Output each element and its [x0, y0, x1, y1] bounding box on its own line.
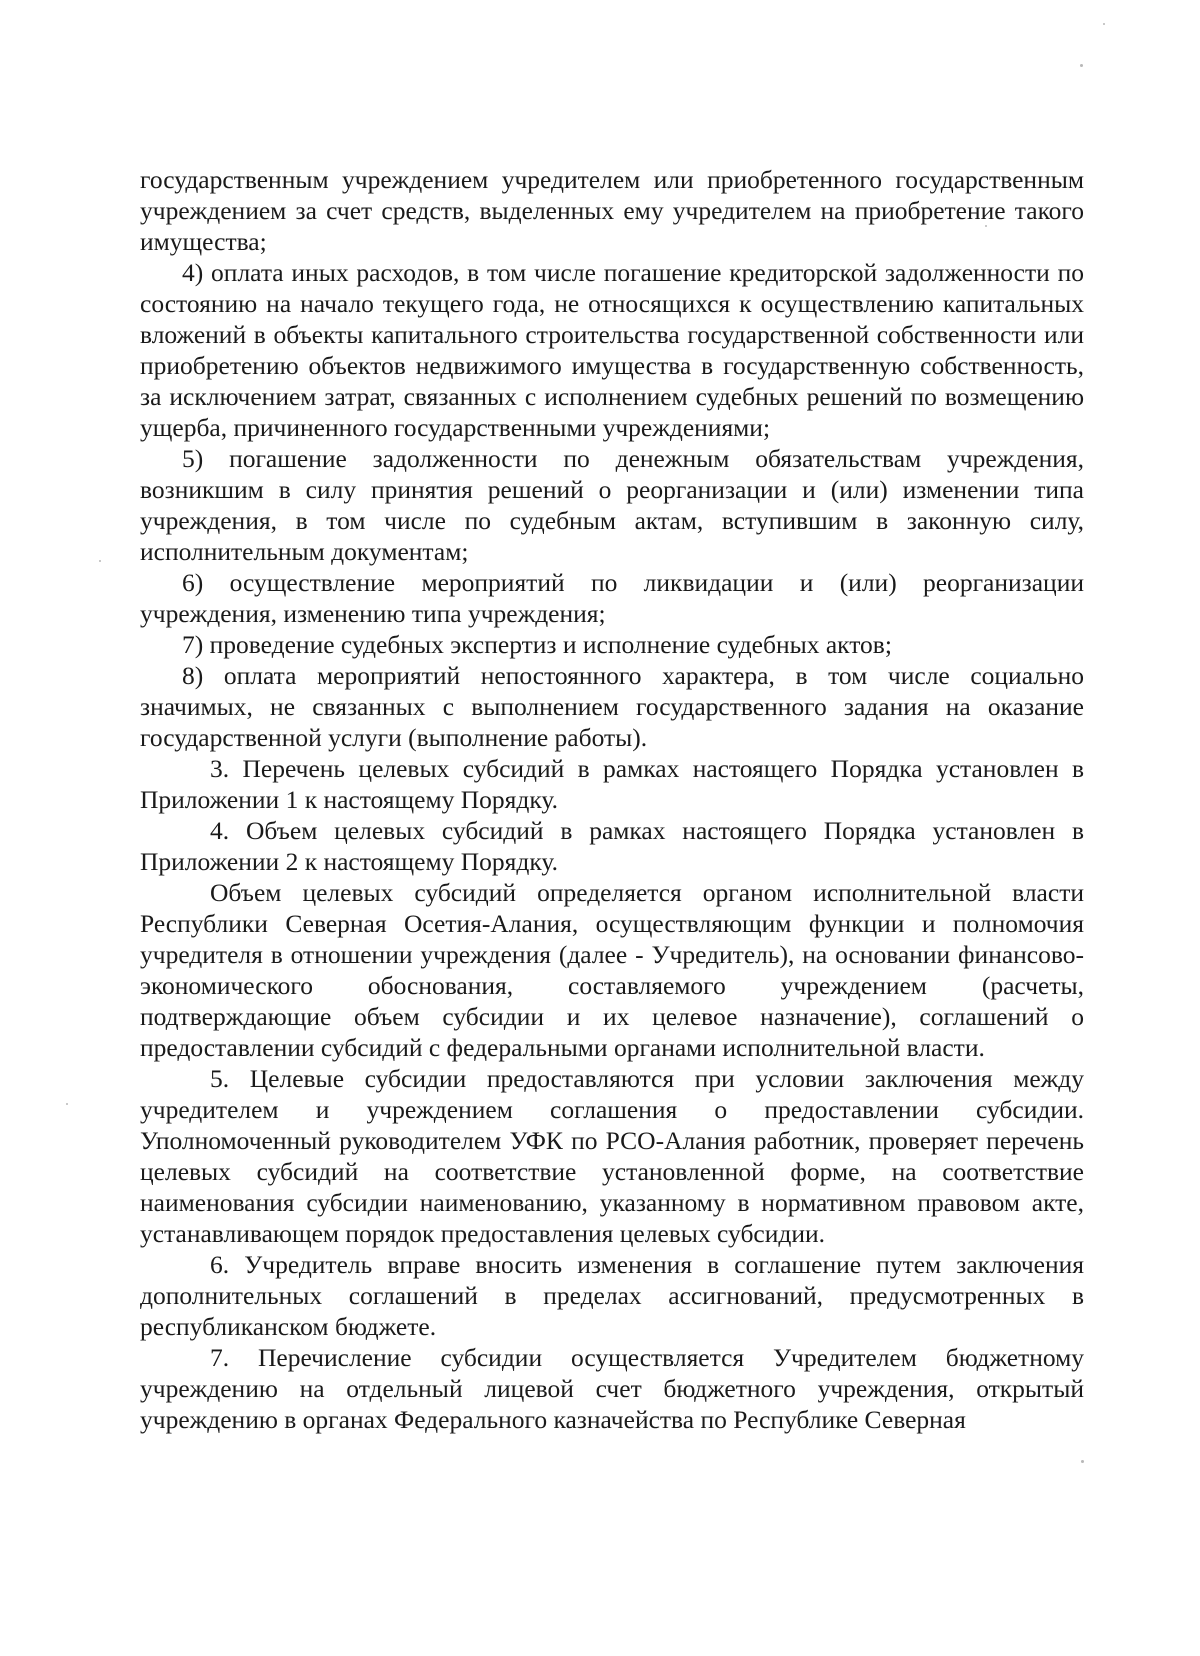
scan-speck: [1080, 64, 1083, 67]
paragraph-point-7: 7. Перечисление субсидии осуществляется Учредителем бюджетному учреждению на отдельный лицевой счет бюджетного учреждения, открытый учреждению в органах Федерального казначейства по Республике Северная: [140, 1343, 1084, 1434]
scan-speck: [1081, 1460, 1084, 1463]
paragraph-point-4-continuation: Объем целевых субсидий определяется органом исполнительной власти Республики Северная Осетия-Алания, осуществляющим функции и полномочия учредителя в отношении учреждения (далее - Учредитель), на основании финансово-экономического обоснования, составляемого учреждением (расчеты, подтверждающие объем субсидии и их целевое назначение), соглашений о предоставлении субсидий с федеральными органами исполнительной власти.: [140, 878, 1084, 1062]
paragraph-item-4: 4) оплата иных расходов, в том числе погашение кредиторской задолженности по состоянию на начало текущего года, не относящихся к осуществлению капитальных вложений в объекты капитального строительства государственной собственности или приобретению объектов недвижимого имущества в государственную собственность, за исключением затрат, связанных с исполнением судебных решений по возмещению ущерба, причиненного государственными учреждениями;: [140, 258, 1084, 442]
paragraph-item-6: 6) осуществление мероприятий по ликвидации и (или) реорганизации учреждения, изменению типа учреждения;: [140, 568, 1084, 628]
paragraph-point-4: 4. Объем целевых субсидий в рамках настоящего Порядка установлен в Приложении 2 к настоящему Порядку.: [140, 816, 1084, 876]
document-body: [140, 164, 1084, 1435]
paragraph-item-5: 5) погашение задолженности по денежным обязательствам учреждения, возникшим в силу принятия решений о реорганизации и (или) изменении типа учреждения, в том числе по судебным актам, вступившим в законную силу, исполнительным документам;: [140, 444, 1084, 566]
scan-speck: [985, 225, 987, 227]
paragraph-point-5: 5. Целевые субсидии предоставляются при условии заключения между учредителем и учреждением соглашения о предоставлении субсидии. Уполномоченный руководителем УФК по РСО-Алания работник, проверяет перечень целевых субсидий на соответствие установленной форме, на соответствие наименования субсидии наименованию, указанному в нормативном правовом акте, устанавливающем порядок предоставления целевых субсидии.: [140, 1064, 1084, 1248]
paragraph-point-6: 6. Учредитель вправе вносить изменения в соглашение путем заключения дополнительных соглашений в пределах ассигнований, предусмотренных в республиканском бюджете.: [140, 1250, 1084, 1341]
paragraph-item-8: 8) оплата мероприятий непостоянного характера, в том числе социально значимых, не связанных с выполнением государственного задания на оказание государственной услуги (выполнение работы).: [140, 661, 1084, 752]
paragraph-item-7: 7) проведение судебных экспертиз и исполнение судебных актов;: [182, 630, 892, 659]
paragraph-point-3: 3. Перечень целевых субсидий в рамках настоящего Порядка установлен в Приложении 1 к настоящему Порядку.: [140, 754, 1084, 814]
scan-speck: [66, 1103, 68, 1105]
scan-speck: [99, 560, 101, 562]
scan-speck: [1103, 23, 1105, 25]
paragraph-continuation: государственным учреждением учредителем или приобретенного государственным учреждением за счет средств, выделенных ему учредителем на приобретение такого имущества;: [140, 165, 1084, 256]
